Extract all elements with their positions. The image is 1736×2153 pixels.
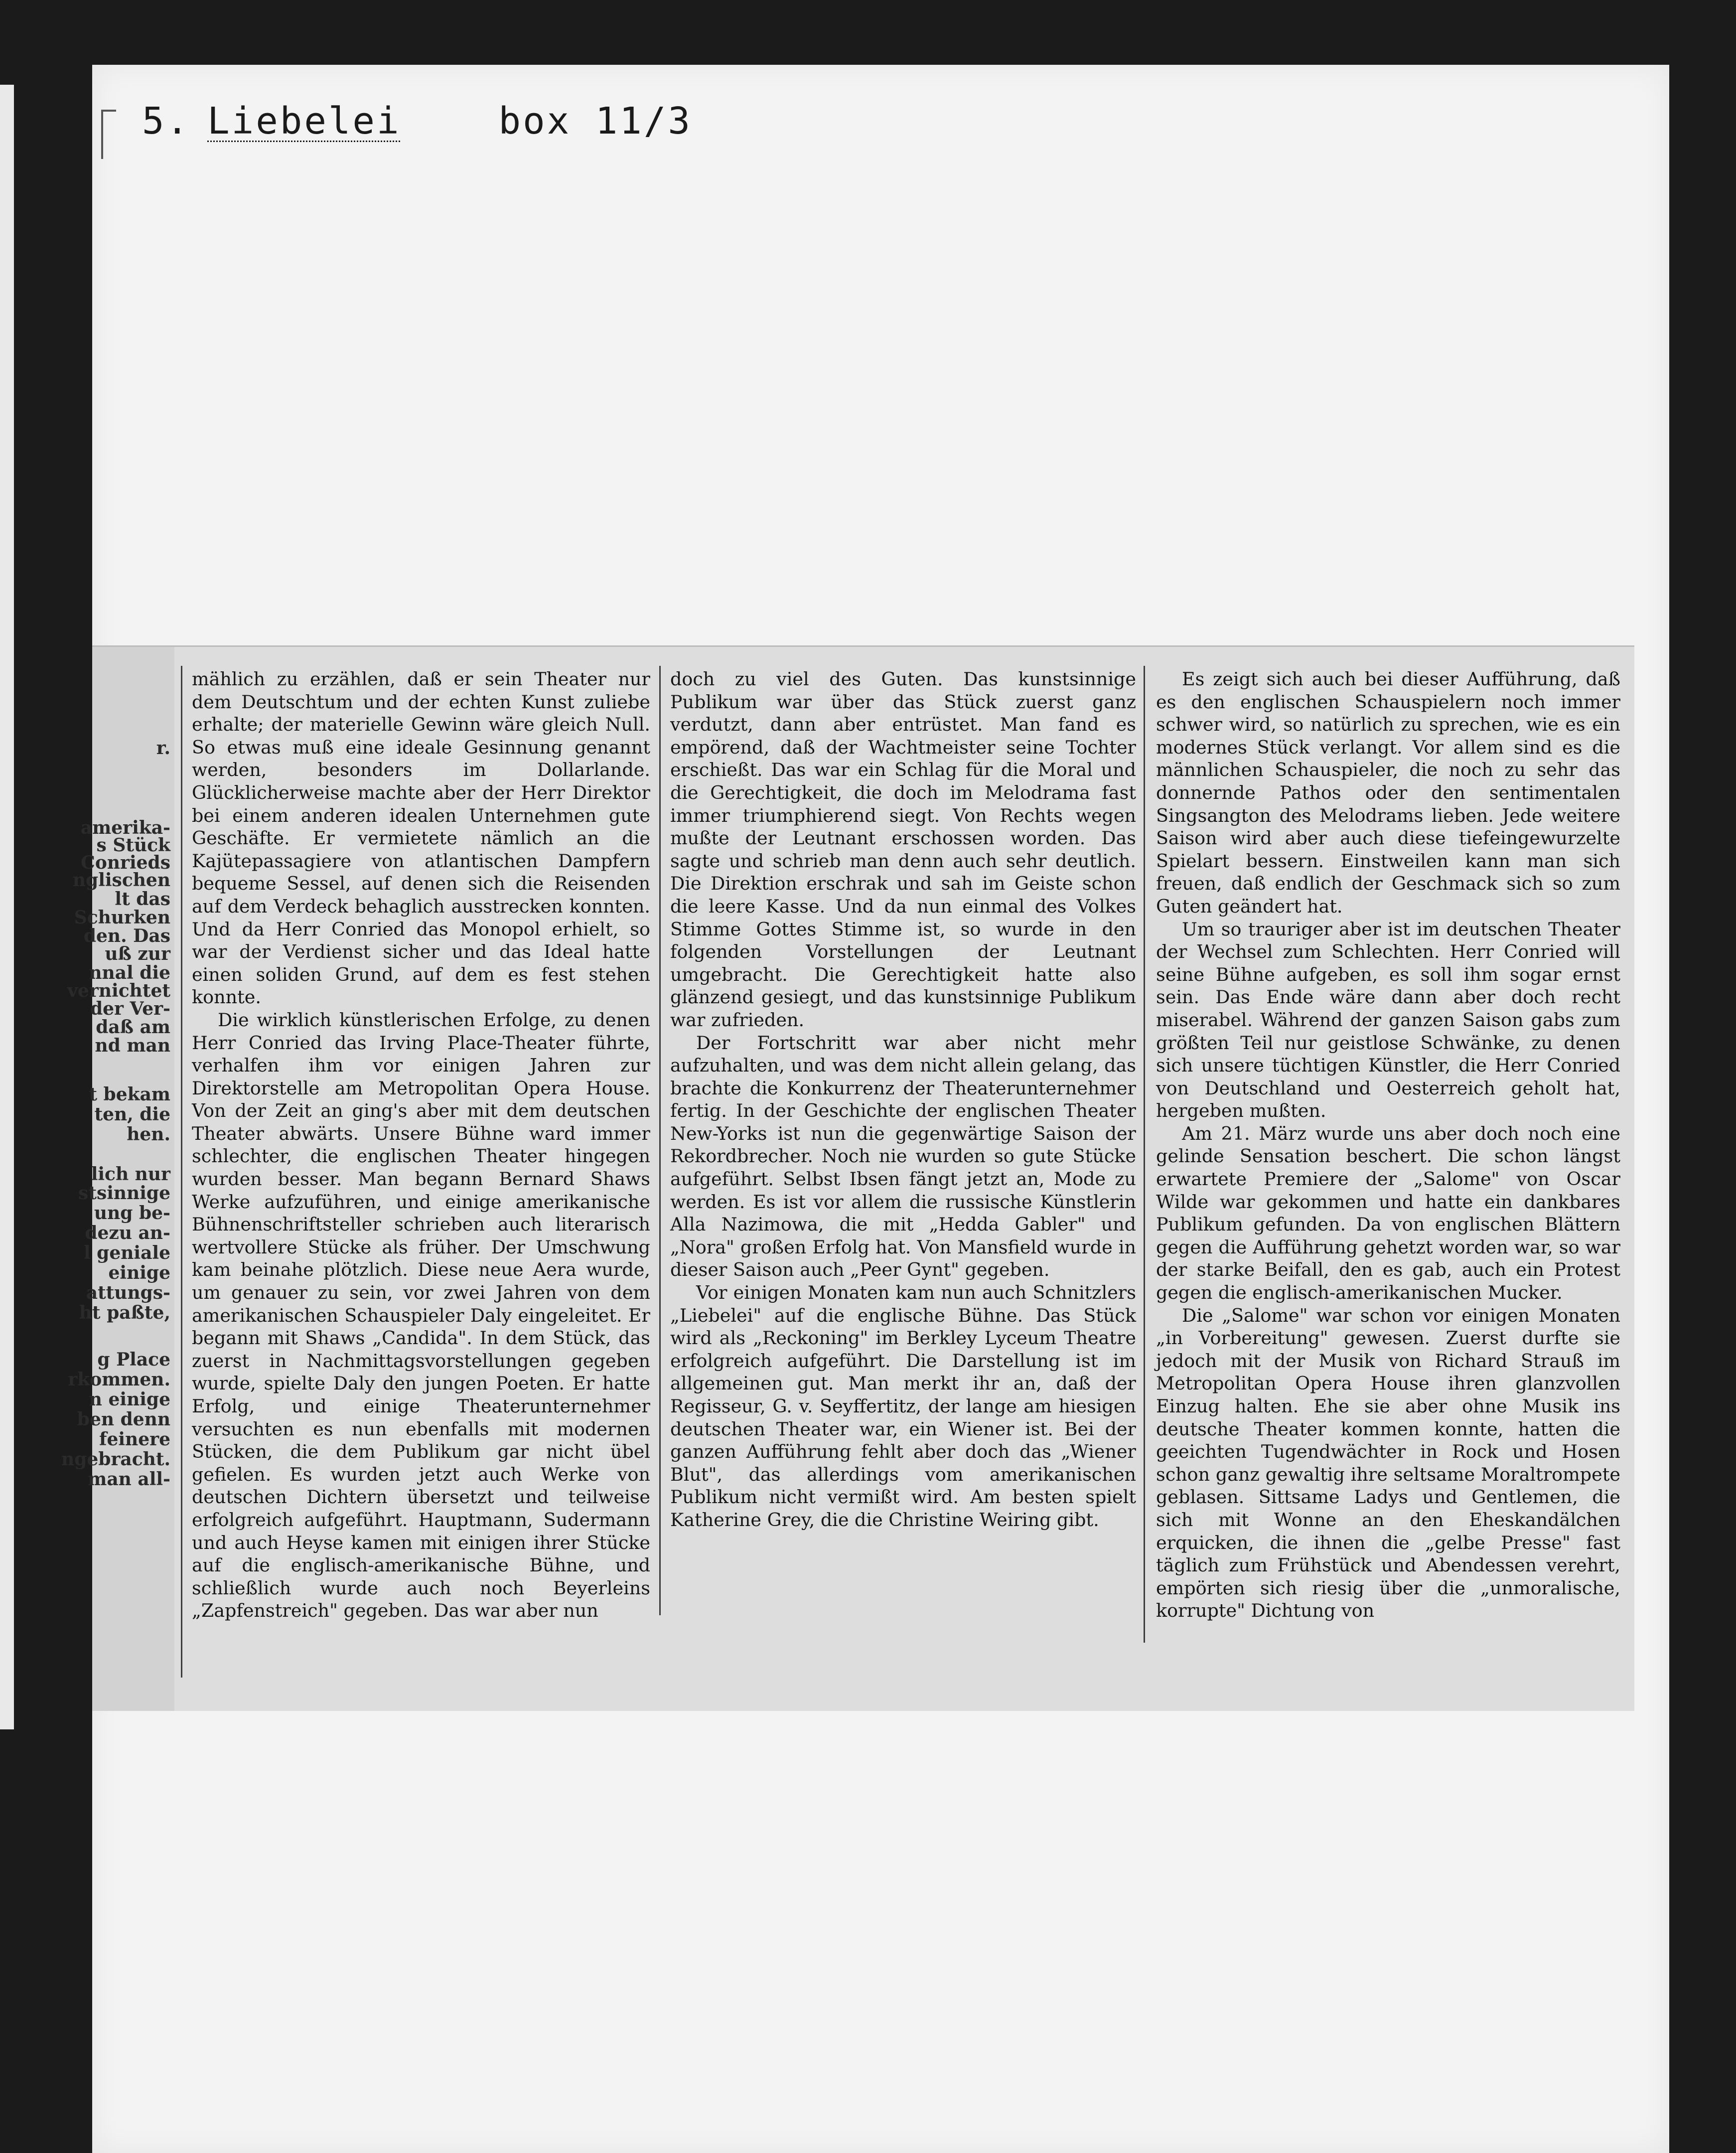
box-label [142,100,692,143]
fragment-text: r. [156,738,170,759]
fragment-text: attungs- [86,1282,170,1303]
fragment-text: daß am [96,1017,170,1038]
fragment-text: stsinnige [78,1183,170,1204]
archive-sheet [61,65,1669,2153]
fragment-text: Schurken [74,907,170,928]
corner-bracket-mark [101,110,116,159]
fragment-text: vernichtet [67,980,170,1001]
fragment-text: n einige [89,1389,170,1410]
article-paragraph: Die „Salome" war schon vor einigen Monaten „in Vorbereitung" gewesen. Zuerst durfte sie jedoch mit der Musik von Richard Strauß im Metropolitan Opera House ihren glanzvollen Einzug halten. Ehe sie aber ohne Musik ins deutsche Theater kommen konnte, hatten die geeichten Tugendwächter in Rock und Hosen schon ganz gewaltig ihre seltsame Moraltrompete geblasen. Sittsame Ladys und Gentlemen, die sich mit Wonne an den Eheskandälchen erquicken, die ihnen die „gelbe Presse" fast täglich zum Frühstück und Abendessen verehrt, empörten sich riesig über die „unmoralische, korrupte" Dichtung von [1156,1304,1620,1622]
fragment-text: t bekam [89,1084,170,1105]
fragment-text: nd man [95,1035,170,1056]
column-rule-3 [1144,666,1145,1643]
column-rule-1 [181,666,182,1678]
fragment-text: dezu an- [85,1223,170,1243]
fragment-text: Conrieds [81,852,170,873]
fragment-text: uß zur [105,943,170,964]
newspaper-clipping [61,645,1634,1711]
fragment-text: nglischen [72,870,170,891]
fragment-text: ben denn [77,1409,170,1430]
fragment-text: ht paßte, [79,1302,170,1323]
article-paragraph: mählich zu erzählen, daß er sein Theater nur dem Deutschtum und der echten Kunst zuliebe erhalte; der materielle Gewinn wäre gleich Null. So etwas muß eine ideale Gesinnung genannt werden, besonders im Dollarlande. Glücklicherweise machte aber der Herr Direktor bei einem anderen idealen Unternehmen gute Geschäfte. Er vermietete nämlich an die Kajütepassagiere von atlantischen Dampfern bequeme Sessel, auf denen sich die Reisenden auf dem Verdeck behaglich ausstrecken konnten. Und da Herr Conried das Monopol erhielt, so war der Verdienst sicher und das Ideal hatte einen soliden Grund, auf dem es fest stehen konnte. [192,668,650,1008]
fragment-text: lt das [115,889,170,910]
box-label-play-title: Liebelei [207,100,401,143]
previous-column-fragment [61,647,174,1711]
article-column-1 [192,668,650,1622]
fragment-text: rkommen. [68,1369,170,1390]
adjacent-page-edge [0,85,14,1729]
fragment-text: g Place [97,1349,170,1370]
fragment-text: ung be- [94,1203,170,1224]
article-paragraph: Die wirklich künstlerischen Erfolge, zu denen Herr Conried das Irving Place-Theater führte, verhalfen ihm vor einigen Jahren zur Direktorstelle am Metropolitan Opera House. Von der Zeit an ging's aber mit dem deutschen Theater abwärts. Unsere Bühne ward immer schlechter, die englischen Theater hingegen wurden besser. Man begann Bernard Shaws Werke aufzuführen, und einige amerikanische Bühnenschriftsteller schrieben auch literarisch wertvollere Stücke als früher. Der Umschwung kam beinahe plötzlich. Diese neue Aera wurde, um genauer zu sein, vor zwei Jahren von dem amerikanischen Schauspieler Daly eingeleitet. Er begann mit Shaws „Candida". In dem Stück, das zuerst in Nachmittagsvorstellungen gegeben wurde, spielte Daly den jungen Poeten. Er hatte Erfolg, und einige Theaterunternehmer versuchten es nun ebenfalls mit modernen Stücken, die dem Publikum gar nicht übel gefielen. Es wurden jetzt auch Werke von deutschen Dichtern übersetzt und teilweise erfolgreich aufgeführt. Hauptmann, Sudermann und auch Heyse kamen mit einigen ihrer Stücke auf die englisch-amerikanische Bühne, und schließlich wurde auch noch Beyerleins „Zapfenstreich" gegeben. Das war aber nun [192,1009,650,1622]
article-paragraph: Um so trauriger aber ist im deutschen Theater der Wechsel zum Schlechten. Herr Conried will seine Bühne aufgeben, es soll ihm sogar ernst sein. Das Ende wäre dann aber doch recht miserabel. Während der ganzen Saison gabs zum größten Teil nur geistlose Schwänke, zu denen sich unsere tüchtigen Künstler, die Herr Conried von Deutschland und Oesterreich geholt hat, hergeben mußten. [1156,918,1620,1122]
article-paragraph: Am 21. März wurde uns aber doch noch eine gelinde Sensation beschert. Die schon längst erwartete Premiere der „Salome" von Oscar Wilde war gekommen und hatte ein dankbares Publikum gefunden. Da von englischen Blättern gegen die Aufführung gehetzt worden war, so war der starke Beifall, den es gab, auch ein Protest gegen die englisch-amerikanischen Mucker. [1156,1122,1620,1304]
fragment-text: hen. [127,1124,170,1145]
fragment-text: s Stück [96,835,170,856]
box-label-number: 5. [142,100,191,143]
fragment-text: nnal die [89,962,170,983]
fragment-text: feinere [99,1429,170,1450]
article-paragraph: Es zeigt sich auch bei dieser Aufführung, daß es den englischen Schauspielern noch immer schwer wird, so natürlich zu sprechen, wie es ein modernes Stück verlangt. Vor allem sind es die männlichen Schauspieler, die noch zu sehr das donnernde Pathos oder den sentimentalen Singsangton des Melodrams lieben. Jede weitere Saison wird aber auch diese tiefeingewurzelte Spielart bessern. Einstweilen kann man sich freuen, daß endlich der Geschmack sich so zum Guten geändert hat. [1156,668,1620,917]
fragment-text: der Ver- [90,998,170,1019]
column-rule-2 [659,666,661,1615]
fragment-text: lich nur [91,1164,170,1185]
article-paragraph: Der Fortschritt war aber nicht mehr aufzuhalten, und was dem nicht allein gelang, das brachte die Konkurrenz der Theaterunternehmer fertig. In der Geschichte der englischen Theater New-Yorks ist nun die gegenwärtige Saison der Rekordbrecher. Noch nie wurden so gute Stücke aufgeführt. Selbst Ibsen fängt jetzt an, Mode zu werden. Es ist vor allem die russische Künstlerin Alla Nazimowa, die mit „Hedda Gabler" und „Nora" großen Erfolg hat. Von Mansfield wurde in dieser Saison auch „Peer Gynt" gegeben. [670,1032,1136,1281]
article-column-3 [1156,668,1620,1622]
article-paragraph: doch zu viel des Guten. Das kunstsinnige Publikum war über das Stück zuerst ganz verdutzt, dann aber entrüstet. Man fand es empörend, daß der Wachtmeister seine Tochter erschießt. Das war ein Schlag für die Moral und die Gerechtigkeit, die doch im Melodrama fast immer triumphierend siegt. Von Rechts wegen mußte der Leutnant erschossen worden. Das sagte und schrieb man denn auch sehr deutlich. Die Direktion erschrak und sah im Geiste schon die leere Kasse. Und da nun einmal des Volkes Stimme Gottes Stimme ist, so wurde in den folgenden Vorstellungen der Leutnant umgebracht. Die Gerechtigkeit hatte also glänzend gesiegt, und das kunstsinnige Publikum war zufrieden. [670,668,1136,1031]
fragment-text: den. Das [83,925,170,946]
fragment-text: ngebracht. [61,1449,170,1470]
fragment-text: einige [108,1262,170,1283]
fragment-text: man all- [88,1469,170,1490]
fragment-text: amerika- [80,817,170,838]
box-label-box-number: box 11/3 [498,100,692,143]
article-paragraph: Vor einigen Monaten kam nun auch Schnitzlers „Liebelei" auf die englische Bühne. Das Stück wird als „Reckoning" im Berkley Lyceum Theatre erfolgreich aufgeführt. Die Darstellung ist im allgemeinen gut. Man merkt ihr an, daß der Regisseur, G. v. Seyffertitz, der lange am hiesigen deutschen Theater war, ein Wiener ist. Bei der ganzen Aufführung fehlt aber doch das „Wiener Blut", das allerdings vom amerikanischen Publikum nicht vermißt wird. Am besten spielt Katherine Grey, die die Christine Weiring gibt. [670,1282,1136,1531]
fragment-text: l geniale [83,1242,170,1263]
article-column-2 [670,668,1136,1532]
fragment-text: ten, die [94,1104,170,1125]
